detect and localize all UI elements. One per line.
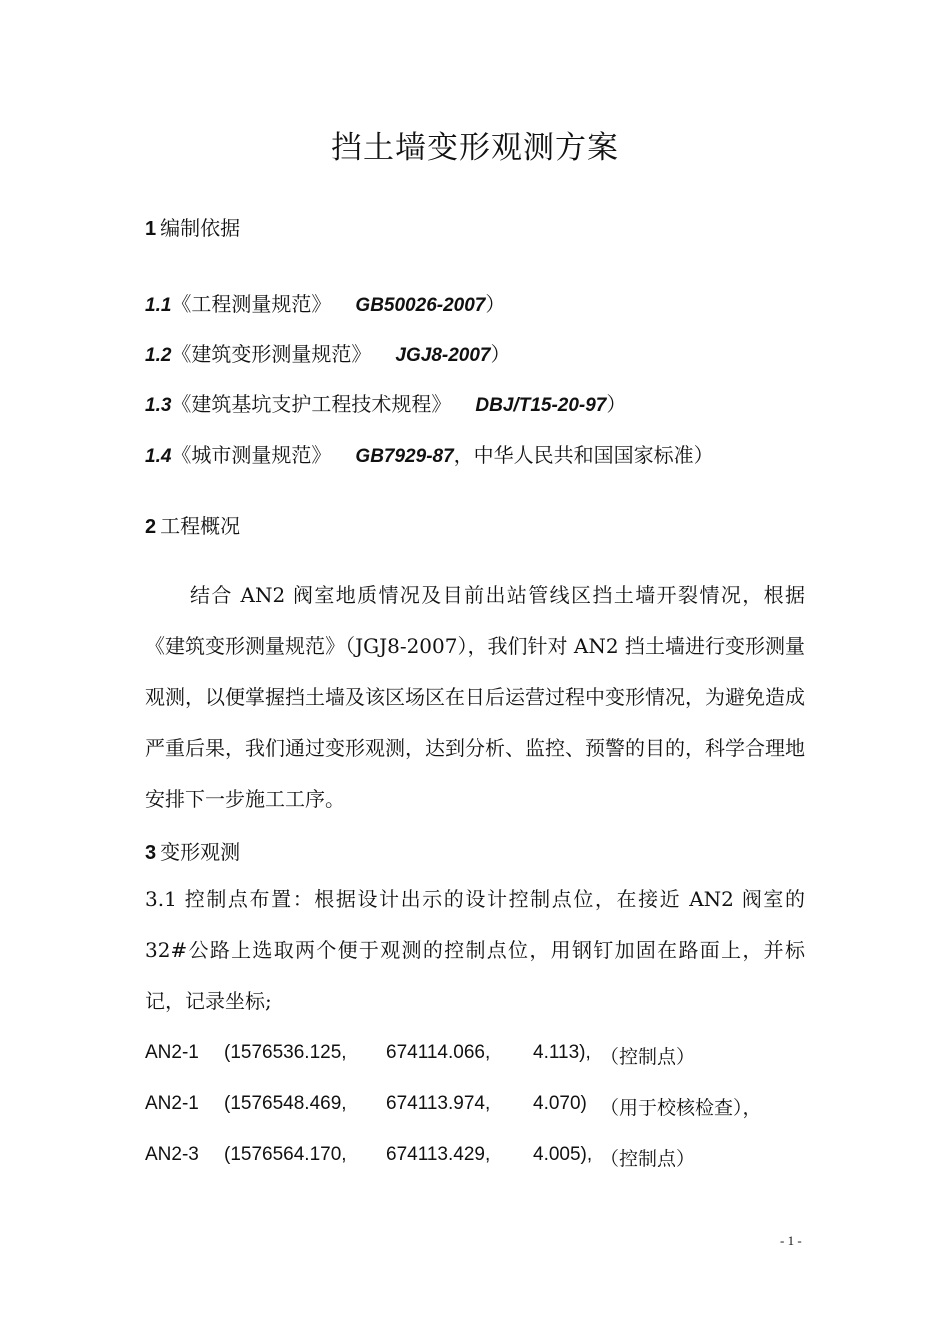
reference-item bbox=[145, 288, 505, 317]
reference-item bbox=[145, 388, 626, 417]
reference-name: 《建筑变形测量规范》 bbox=[171, 342, 372, 366]
reference-name: 《建筑基坑支护工程技术规程》 bbox=[171, 392, 452, 416]
section-heading-basis bbox=[145, 212, 240, 241]
point-x: (1576564.170, bbox=[224, 1144, 347, 1165]
point-note: （控制点） bbox=[600, 1046, 696, 1068]
reference-suffix: ） bbox=[485, 292, 506, 316]
reference-number: 1.2 bbox=[145, 345, 172, 366]
section-heading-overview bbox=[145, 510, 240, 539]
overview-paragraph: 结合 AN2 阀室地质情况及目前出站管线区挡土墙开裂情况，根据《建筑变形测量规范》（JGJ8-2007），我们针对 AN2 挡土墙进行变形测量观测，以便掌握挡土墙及该区场区在日后运营过程中变形情况，为避免造成严重后果，我们通过变形观测，达到分析、监控、预警的目的，科学合理地安排下一步施工工序。 bbox=[145, 583, 805, 811]
section-title: 编制依据 bbox=[160, 216, 241, 240]
section-number: 2 bbox=[145, 516, 157, 538]
reference-suffix: ） bbox=[490, 342, 511, 366]
reference-code: GB7929-87 bbox=[355, 446, 454, 467]
reference-item bbox=[145, 439, 714, 468]
point-z: 4.113), bbox=[533, 1042, 591, 1063]
point-id: AN2-1 bbox=[145, 1093, 199, 1114]
point-note: （用于校核检查）， bbox=[600, 1097, 762, 1119]
reference-suffix: ，中华人民共和国国家标准） bbox=[453, 443, 714, 467]
reference-number: 1.1 bbox=[145, 295, 172, 316]
control-point-paragraph: 3.1 控制点布置：根据设计出示的设计控制点位，在接近 AN2 阀室的 32#公路上选取两个便于观测的控制点位，用钢钉加固在路面上，并标记，记录坐标; bbox=[145, 887, 805, 1013]
document-title: 挡土墙变形观测方案 bbox=[331, 130, 619, 166]
point-id: AN2-3 bbox=[145, 1144, 199, 1165]
section-heading-deformation bbox=[145, 836, 240, 865]
reference-code: DBJ/T15-20-97 bbox=[475, 395, 607, 416]
point-y: 674113.429, bbox=[386, 1144, 491, 1165]
section-number: 1 bbox=[145, 218, 157, 240]
point-note: （控制点） bbox=[600, 1148, 696, 1170]
point-id: AN2-1 bbox=[145, 1042, 199, 1063]
reference-name: 《城市测量规范》 bbox=[171, 443, 332, 467]
point-y: 674113.974, bbox=[386, 1093, 491, 1114]
reference-name: 《工程测量规范》 bbox=[171, 292, 332, 316]
page-number: - 1 - bbox=[780, 1233, 802, 1248]
reference-number: 1.4 bbox=[145, 446, 172, 467]
point-x: (1576536.125, bbox=[224, 1042, 347, 1063]
point-z: 4.070) bbox=[533, 1093, 587, 1114]
reference-suffix: ） bbox=[606, 392, 627, 416]
point-x: (1576548.469, bbox=[224, 1093, 347, 1114]
reference-code: JGJ8-2007 bbox=[395, 345, 491, 366]
point-y: 674114.066, bbox=[386, 1042, 491, 1063]
reference-number: 1.3 bbox=[145, 395, 172, 416]
reference-item bbox=[145, 338, 511, 367]
reference-code: GB50026-2007 bbox=[355, 295, 486, 316]
point-z: 4.005), bbox=[533, 1144, 593, 1165]
section-title: 变形观测 bbox=[160, 840, 241, 864]
section-title: 工程概况 bbox=[160, 514, 241, 538]
section-number: 3 bbox=[145, 842, 157, 864]
